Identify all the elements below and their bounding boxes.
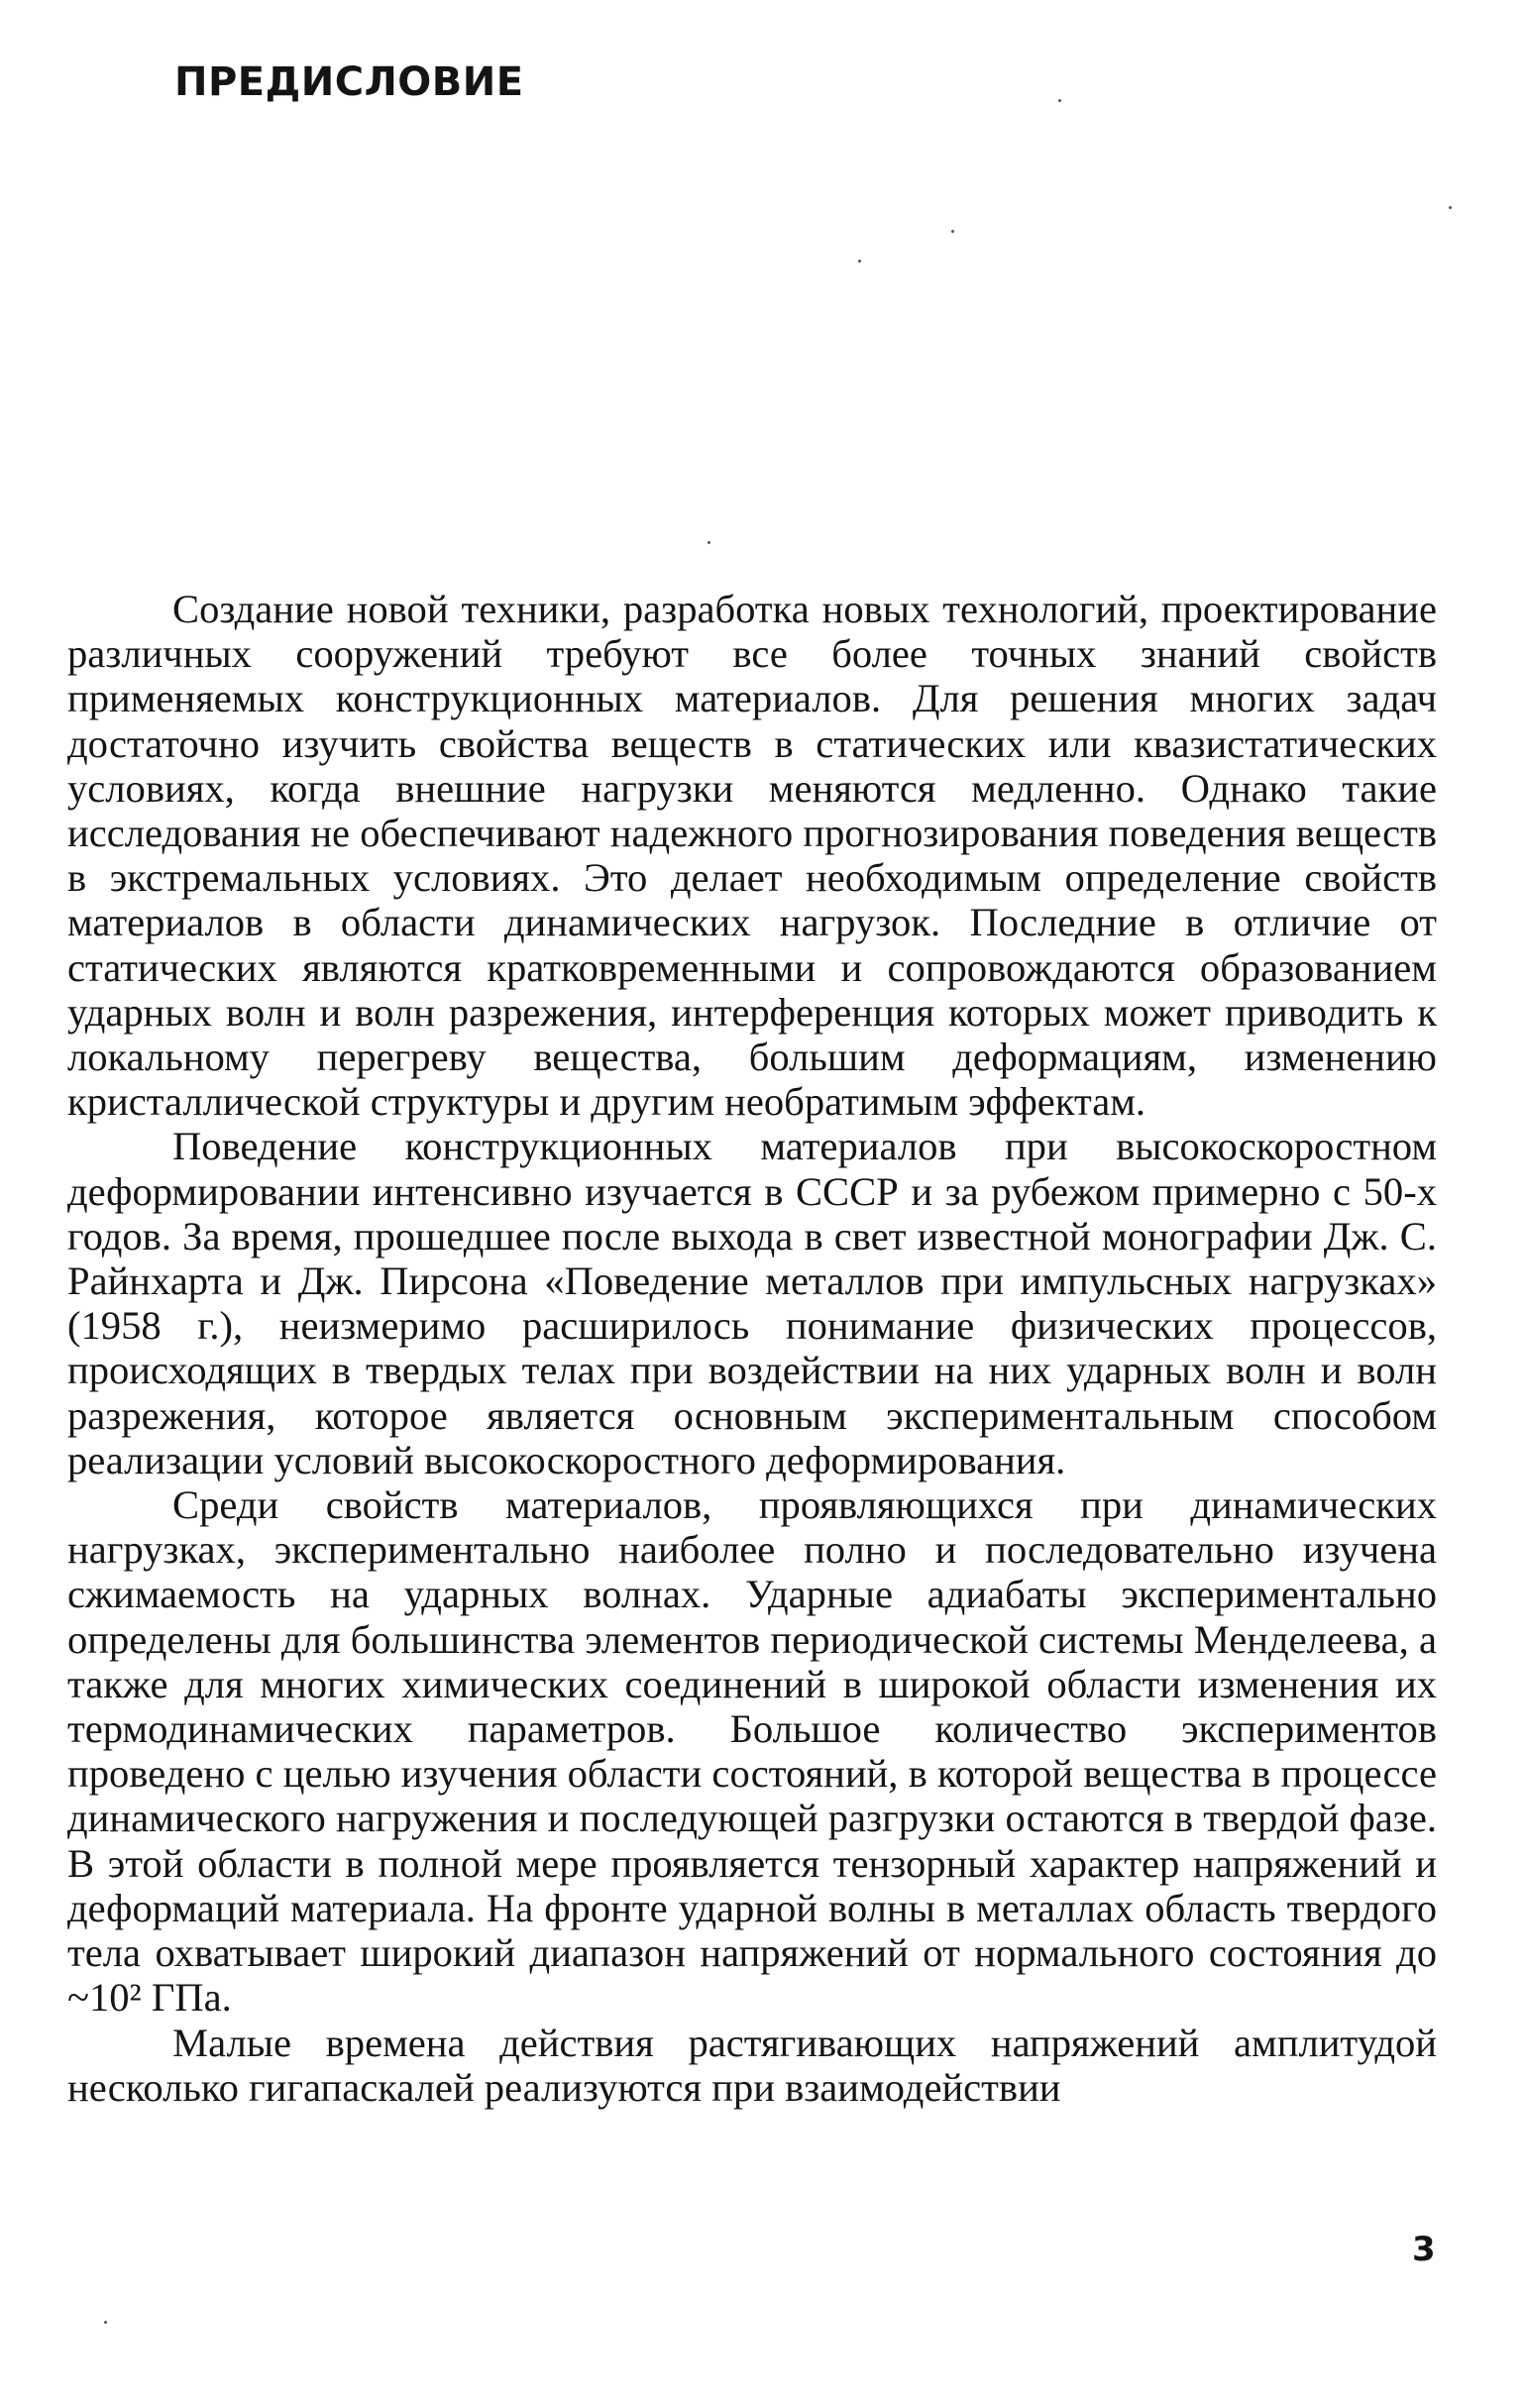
paragraph-2: Поведение конструкционных материалов при высокоскоростном деформировании интенсивно изучается в СССР и за рубежом примерно с 50-х годов. За время, прошедшее после выхода в свет известной монографии Дж. С. Райнхарта и Дж. Пирсона «Поведение металлов при импульсных нагрузках» (1958 г.), неизмеримо расширилось понимание физических процессов, происходящих в твердых телах при воздействии на них ударных волн и волн разрежения, которое является основным экспериментальным способом реализации условий высокоскоростного деформирования.	[67, 1124, 1437, 1482]
scan-speck	[708, 541, 710, 544]
page-number: 3	[1412, 2230, 1436, 2269]
scan-speck	[951, 230, 954, 233]
scan-speck	[104, 2321, 107, 2324]
scan-speck	[1449, 206, 1452, 209]
page-title: ПРЕДИСЛОВИЕ	[174, 59, 524, 105]
paragraph-3: Среди свойств материалов, проявляющихся при динамических нагрузках, экспериментально наиболее полно и последовательно изучена сжимаемость на ударных волнах. Ударные адиабаты экспериментально определены для большинства элементов периодической системы Менделеева, а также для многих химических соединений в широкой области изменения их термодинамических параметров. Большое количество экспериментов проведено с целью изучения области состояний, в которой вещества в процессе динамического нагружения и последующей разгрузки остаются в твердой фазе. В этой области в полной мере проявляется тензорный характер напряжений и деформаций материала. На фронте ударной волны в металлах область твердого тела охватывает широкий диапазон напряжений от нормального состояния до ~10² ГПа.	[67, 1482, 1437, 2021]
scan-speck	[1058, 99, 1061, 102]
paragraph-1: Создание новой техники, разработка новых технологий, проектирование различных сооружений требуют все более точных знаний свойств применяемых конструкционных материалов. Для решения многих задач достаточно изучить свойства веществ в статических или квазистатических условиях, когда внешние нагрузки меняются медленно. Однако такие исследования не обеспечивают надежного прогнозирования поведения веществ в экстремальных условиях. Это делает необходимым определение свойств материалов в области динамических нагрузок. Последние в отличие от статических являются кратковременными и сопровождаются образованием ударных волн и волн разрежения, интерференция которых может приводить к локальному перегреву вещества, большим деформациям, изменению кристаллической структуры и другим необратимым эффектам.	[67, 587, 1437, 1125]
scan-speck	[858, 260, 861, 263]
paragraph-4: Малые времена действия растягивающих напряжений амплитудой несколько гигапаскалей реализуются при взаимодействии	[67, 2020, 1437, 2110]
preface-text	[67, 587, 1437, 2110]
